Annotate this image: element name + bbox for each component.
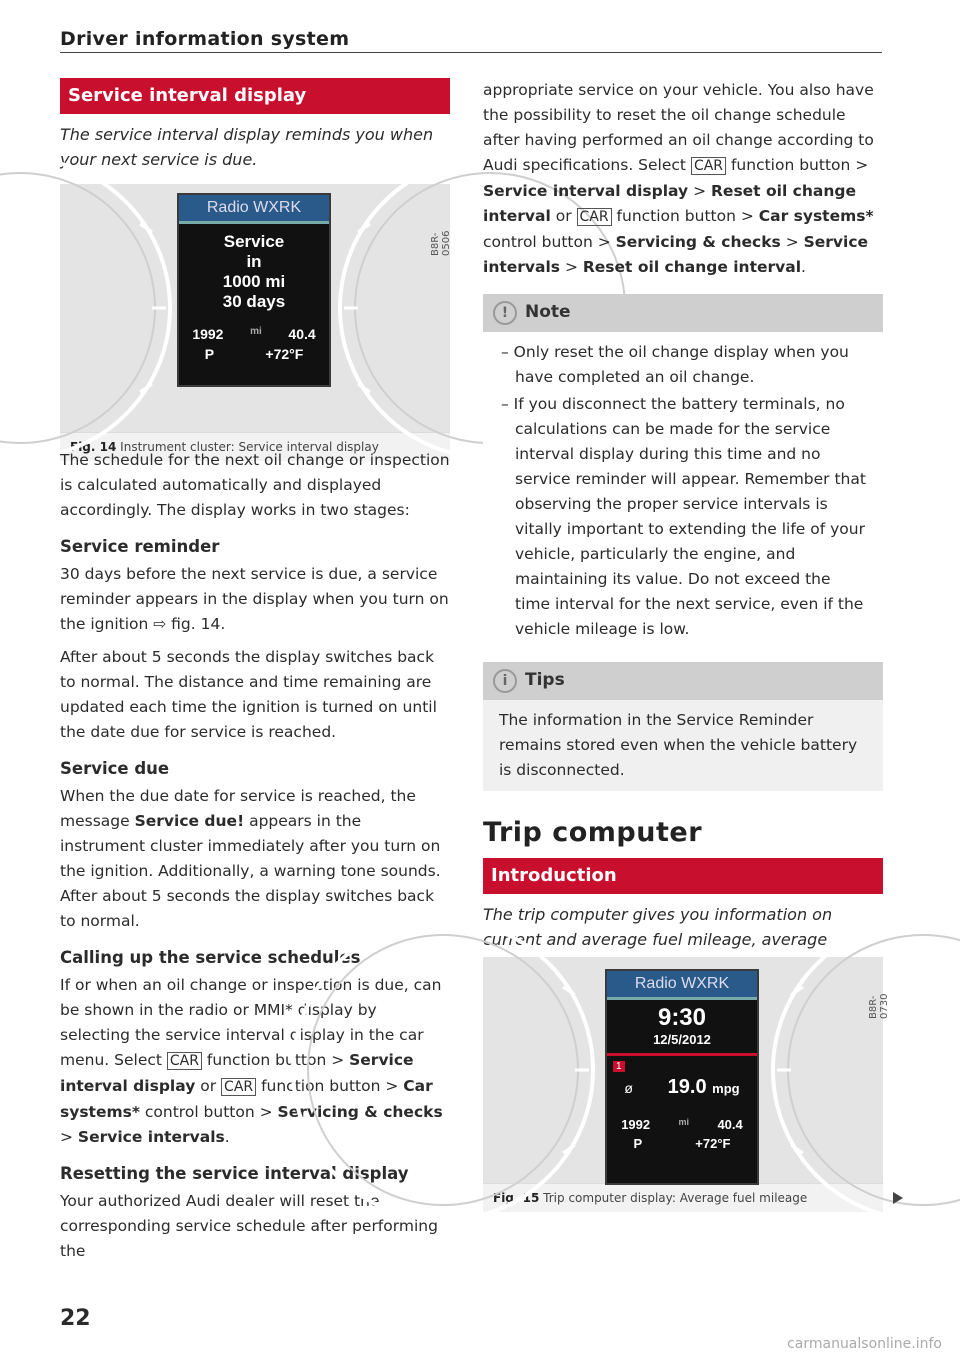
watermark: carmanualsonline.info xyxy=(787,1336,942,1352)
note-item: – Only reset the oil change display when you have completed an oil change. xyxy=(501,343,849,386)
paragraph-calling: If or when an oil change or inspection is due, can be shown in the radio or MMI* display by selecting the service interval display in the car menu. Select CAR function button > Service interval display or CAR function button > Car systems* control button > Servicing & checks > Service intervals. xyxy=(60,976,443,1146)
service-distance: 1000 mi xyxy=(222,272,286,291)
paragraph-schedule: The schedule for the next oil change or inspection is calculated automatically and displayed accordingly. The display works in two stages: xyxy=(60,451,450,519)
info-icon: i xyxy=(493,669,517,693)
radio-station-2: Radio WXRK xyxy=(607,971,757,1000)
trip-display xyxy=(605,969,759,1185)
left-text xyxy=(60,448,450,1272)
section-title-service-interval: Service interval display xyxy=(60,78,450,114)
paragraph-after: After about 5 seconds the display switches back to normal. The distance and time remaining are updated each time the ignition is turned on until the date due for service is reached. xyxy=(60,648,437,741)
figure-15 xyxy=(483,957,890,1212)
note-box xyxy=(483,294,883,652)
paragraph-reset: Your authorized Audi dealer will reset the corresponding service schedule after performing the xyxy=(60,1192,438,1260)
trip-marker: 1 xyxy=(613,1061,625,1072)
trip-value: 40.4 xyxy=(288,326,316,342)
radio-station-label: Radio WXRK xyxy=(179,195,329,224)
figure-15-image xyxy=(483,957,890,1184)
tips-body: The information in the Service Reminder remains stored even when the vehicle battery is disconnected. xyxy=(483,700,883,791)
lead-text: The service interval display reminds you when your next service is due. xyxy=(60,125,434,169)
figure-15-caption xyxy=(483,1184,883,1212)
date: 12/5/2012 xyxy=(653,1032,711,1047)
paragraph-due: When the due date for service is reached, the message Service due! appears in the instrument cluster immediately after you turn on the ignition. Additionally, a warning tone sounds. After about 5 seconds the display switches back to normal. xyxy=(60,787,441,930)
avg-row xyxy=(607,1076,757,1099)
clock-time: 9:30 xyxy=(657,1004,707,1031)
figure-code: B8R-0506 xyxy=(430,230,452,256)
note-item: – If you disconnect the battery terminals, no calculations can be made for the service interval display during this time and no service reminder will appear. Remember that observing the proper service intervals is vitally important to extending the life of your vehicle, particularly the engine, and maintaining its value. Do not exceed the time interval for the next service, even if the vehicle mileage is low. xyxy=(501,395,866,638)
page-header-title: Driver information system xyxy=(60,28,350,50)
continue-arrow-icon xyxy=(893,1192,903,1204)
paragraph-appropriate: appropriate service on your vehicle. You also have the possibility to reset the oil change schedule after having performed an oil change according to Audi specifications. Select CAR function button > Service interval display > Reset oil change interval or CAR function button > Car systems* control button > Servicing & checks > Service intervals > Reset oil change interval. xyxy=(483,81,874,276)
heading-resetting: Resetting the service interval display xyxy=(60,1164,409,1183)
odometer-value: 1992 xyxy=(192,326,224,342)
caption-number-2: Fig. 15 xyxy=(493,1191,540,1205)
gear-indicator: P xyxy=(204,346,215,362)
caption-number: Fig. 14 xyxy=(70,440,117,454)
note-header: ! Note xyxy=(483,294,883,332)
lead-trip-computer: The trip computer gives you information on current and average fuel mileage, average xyxy=(483,905,833,949)
caption-text-2: Trip computer display: Average fuel mileage xyxy=(543,1191,808,1205)
heading-service-reminder: Service reminder xyxy=(60,537,220,556)
average-value: 19.0 mpg xyxy=(667,1076,740,1098)
section-title-introduction: Introduction xyxy=(483,858,883,894)
status-row-2: P +72°F xyxy=(633,1136,731,1151)
tips-box xyxy=(483,662,883,791)
fig14-display xyxy=(177,193,331,387)
temperature: +72°F xyxy=(265,346,304,362)
odometer-row xyxy=(179,326,329,342)
service-in-text: in xyxy=(246,252,262,271)
odometer-unit: mi xyxy=(250,326,262,337)
note-body xyxy=(483,332,883,652)
service-days: 30 days xyxy=(222,292,286,311)
right-column xyxy=(483,78,883,989)
figure-code-2: B8R-0730 xyxy=(868,993,890,1019)
page-number: 22 xyxy=(60,1306,91,1331)
heading-service-due: Service due xyxy=(60,759,170,778)
tips-header: i Tips xyxy=(483,662,883,700)
status-row xyxy=(179,346,329,362)
header-rule xyxy=(60,52,882,53)
heading-calling-up: Calling up the service schedules xyxy=(60,948,361,967)
average-symbol: ø xyxy=(624,1080,633,1096)
caption-text: Instrument cluster: Service interval display xyxy=(120,440,379,454)
service-text: Service xyxy=(223,232,285,251)
warning-circle-icon: ! xyxy=(493,301,517,325)
paragraph-reminder: 30 days before the next service is due, a service reminder appears in the display when you turn on the ignition ⇨ fig. 14. xyxy=(60,565,449,633)
odometer-row-2: 1992 mi 40.4 xyxy=(621,1117,743,1132)
heading-trip-computer: Trip computer xyxy=(483,817,703,848)
